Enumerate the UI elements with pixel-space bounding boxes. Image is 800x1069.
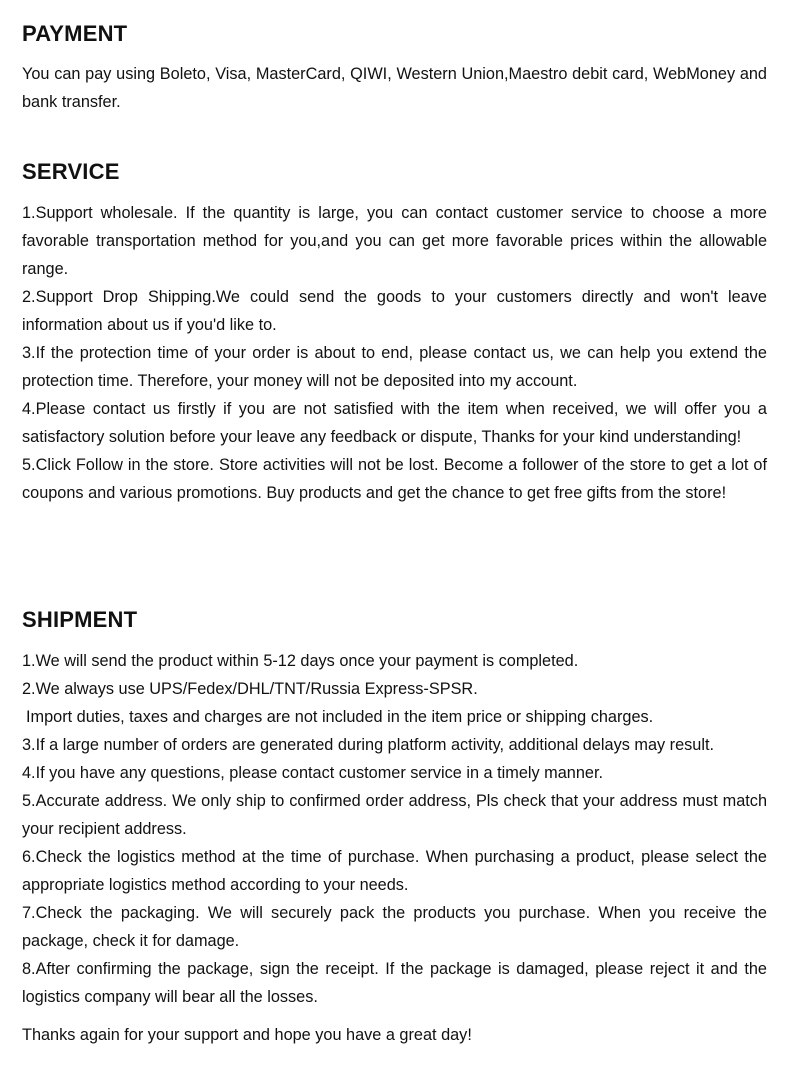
shipment-heading: SHIPMENT — [22, 607, 138, 632]
shipment-item-8: 8.After confirming the package, sign the receipt. If the package is damaged, please reject it and the logistics company will bear all the losses. — [22, 960, 767, 1006]
payment-text: You can pay using Boleto, Visa, MasterCard, QIWI, Western Union,Maestro debit card, WebMoney and bank transfer. — [22, 65, 767, 111]
payment-heading: PAYMENT — [22, 21, 128, 46]
shipment-item-4: 4.If you have any questions, please contact customer service in a timely manner. — [22, 764, 603, 782]
shipment-item-7: 7.Check the packaging. We will securely pack the products you purchase. When you receive the package, check it for damage. — [22, 904, 767, 950]
shipment-item-2: 2.We always use UPS/Fedex/DHL/TNT/Russia Express-SPSR. — [22, 680, 478, 698]
service-heading: SERVICE — [22, 159, 120, 184]
service-item-2: 2.Support Drop Shipping.We could send the goods to your customers directly and won't leave information about us if you'd like to. — [22, 288, 767, 334]
shipment-item-6: 6.Check the logistics method at the time of purchase. When purchasing a product, please select the appropriate logistics method according to your needs. — [22, 848, 767, 894]
shipment-item-duties-note: Import duties, taxes and charges are not included in the item price or shipping charges. — [26, 708, 654, 726]
service-item-5: 5.Click Follow in the store. Store activities will not be lost. Become a follower of the store to get a lot of coupons and various promotions. Buy products and get the chance to get free gifts from the store! — [22, 456, 767, 502]
shipment-item-5: 5.Accurate address. We only ship to confirmed order address, Pls check that your address must match your recipient address. — [22, 792, 767, 838]
shipment-item-3: 3.If a large number of orders are generated during platform activity, additional delays may result. — [22, 736, 715, 754]
service-item-3: 3.If the protection time of your order is about to end, please contact us, we can help you extend the protection time. Therefore, your money will not be deposited into my account. — [22, 344, 767, 390]
service-item-4: 4.Please contact us firstly if you are not satisfied with the item when received, we will offer you a satisfactory solution before your leave any feedback or dispute, Thanks for your kind understanding! — [22, 400, 767, 446]
shipment-list — [22, 647, 767, 1011]
service-list — [22, 199, 767, 507]
shipment-item-1: 1.We will send the product within 5-12 days once your payment is completed. — [22, 652, 579, 670]
closing-message: Thanks again for your support and hope you have a great day! — [22, 1026, 472, 1044]
service-item-1: 1.Support wholesale. If the quantity is large, you can contact customer service to choose a more favorable transportation method for you,and you can get more favorable prices within the allowable range. — [22, 204, 767, 278]
